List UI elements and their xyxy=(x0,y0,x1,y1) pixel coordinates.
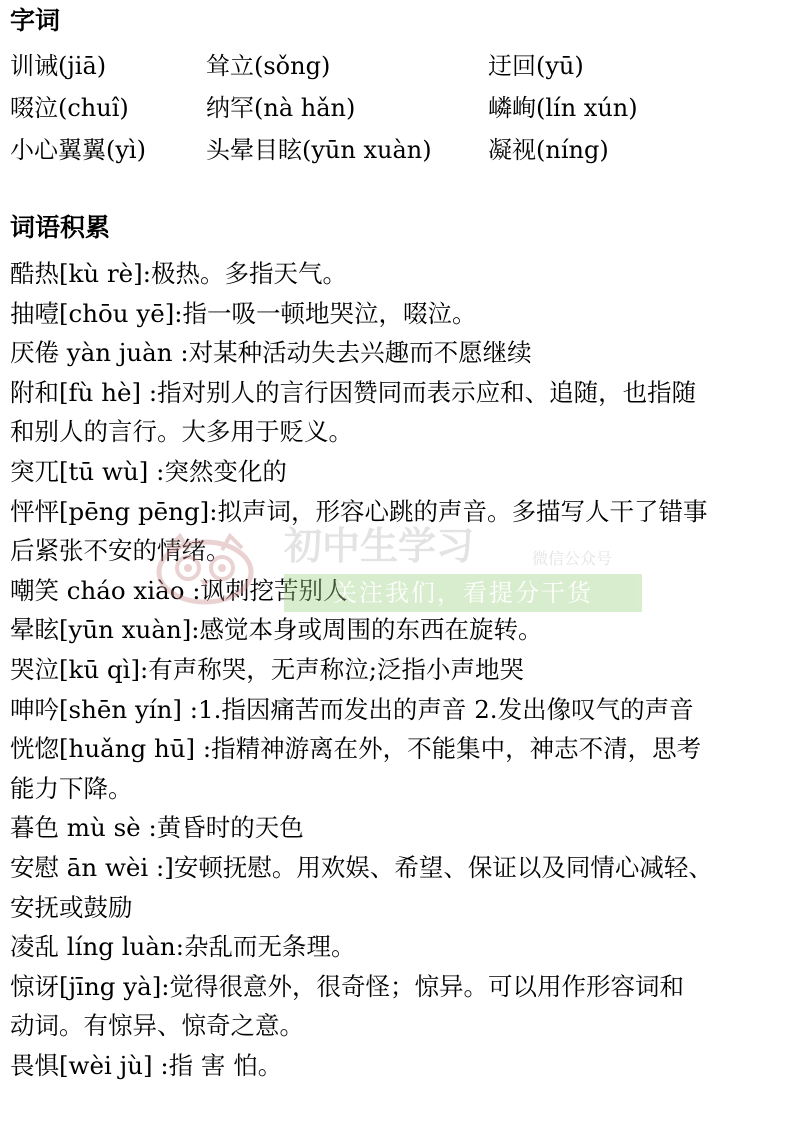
character-word: 头晕目眩(yūn xuàn) xyxy=(206,136,432,164)
vocab-line: 抽噎[chōu yē]:指一吸一顿地哭泣，啜泣。 xyxy=(10,298,477,328)
characters-row xyxy=(10,129,790,171)
vocab-line: 畏惧[wèi jù] :指 害 怕。 xyxy=(10,1050,283,1080)
vocab-line: 酷热[kù rè]:极热。多指天气。 xyxy=(10,259,347,288)
vocab-line: 哭泣[kū qì]:有声称哭，无声称泣;泛指小声地哭 xyxy=(10,654,525,684)
character-word: 小心翼翼(yì) xyxy=(10,136,146,164)
vocab-line: 恍惚[huǎng hū] :指精神游离在外，不能集中，神志不清，思考 xyxy=(10,734,702,764)
vocab-line: 能力下降。 xyxy=(10,773,133,803)
vocab-line: 动词。有惊异、惊奇之意。 xyxy=(10,1011,304,1041)
vocab-line: 嘲笑 cháo xiào :讽刺挖苦别人 xyxy=(10,575,348,605)
vocab-line: 晕眩[yūn xuàn]:感觉本身或周围的东西在旋转。 xyxy=(10,615,543,645)
vocab-line: 厌倦 yàn juàn :对某种活动失去兴趣而不愿继续 xyxy=(10,338,532,368)
vocab-line: 凌乱 líng luàn:杂乱而无条理。 xyxy=(10,932,356,962)
character-word: 啜泣(chuî) xyxy=(10,94,129,122)
characters-row xyxy=(10,45,790,87)
vocab-line: 呻吟[shēn yín] :1.指因痛苦而发出的声音 2.发出像叹气的声音 xyxy=(10,694,694,724)
vocab-line: 怦怦[pēng pēng]:拟声词，形容心跳的声音。多描写人干了错事 xyxy=(10,496,708,526)
watermark-title: 初中生学习 xyxy=(284,524,475,568)
character-word: 训诫(jiā) xyxy=(10,52,107,80)
characters-heading: 字词 xyxy=(10,6,61,35)
vocab-list xyxy=(10,254,792,1085)
vocab-line: 安慰 ān wèi :]安顿抚慰。用欢娱、希望、保证以及同情心减轻、 xyxy=(10,852,713,882)
character-word: 嶙峋(lín xún) xyxy=(488,94,638,122)
vocab-line: 突兀[tū wù] :突然变化的 xyxy=(10,456,287,486)
vocab-line: 后紧张不安的情绪。 xyxy=(10,536,231,566)
watermark-subtitle: 微信公众号 xyxy=(532,549,613,568)
vocab-line: 惊讶[jīng yà]:觉得很意外，很奇怪；惊异。可以用作形容词和 xyxy=(10,971,684,1001)
vocab-line: 附和[fù hè] :指对别人的言行因赞同而表示应和、追随，也指随 xyxy=(10,377,697,407)
vocab-line: 暮色 mù sè :黄昏时的天色 xyxy=(10,813,304,843)
watermark-banner: 关注我们，看提分干货 xyxy=(284,574,642,612)
character-word: 迂回(yū) xyxy=(488,52,584,80)
character-word: 凝视(níng) xyxy=(488,136,609,164)
character-word: 纳罕(nà hǎn) xyxy=(206,94,356,122)
vocab-heading: 词语积累 xyxy=(10,213,111,242)
characters-row xyxy=(10,87,790,129)
vocab-line: 安抚或鼓励 xyxy=(10,892,133,922)
character-word: 耸立(sǒng) xyxy=(206,52,331,80)
vocab-line: 和别人的言行。大多用于贬义。 xyxy=(10,417,353,447)
characters-grid xyxy=(10,45,790,171)
